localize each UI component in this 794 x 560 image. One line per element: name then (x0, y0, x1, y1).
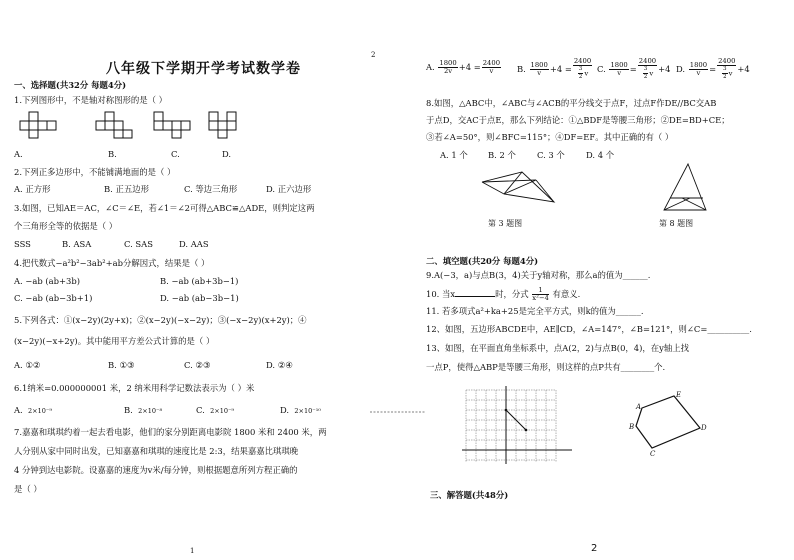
q7-option-c[interactable]: C. $\frac{1800}{v}$ = 2400 $\frac{3}{2}$ v +4 (597, 57, 671, 80)
q1-figure-a (20, 112, 60, 138)
q1-figure-b (96, 112, 136, 138)
q7-c-frac1: $\frac{1800}{v}$ (610, 61, 628, 77)
q7-a-frac1: $\frac{1800}{2v}$ (439, 59, 457, 75)
q4-option-a[interactable]: A. −ab (ab+3b) (14, 276, 81, 286)
q5-option-a[interactable]: A. ①② (14, 360, 41, 370)
q1-figure-d (209, 112, 249, 138)
q6-option-b[interactable] (124, 405, 162, 416)
q7-stem-line3: 4 分钟到达电影院。设嘉嘉的速度为v米/每分钟，则根据题意所列方程正确的 (14, 465, 298, 475)
page-top-mark: 2 (371, 51, 376, 59)
q8-stem-line1: 8.如图，△ABC中，∠ABC与∠ACB的平分线交于点F，过点F作DE//BC交AB (426, 98, 717, 108)
q7-d-frac1: $\frac{1800}{v}$ (689, 61, 708, 77)
q10-text (426, 287, 580, 302)
q7-stem-line1: 7.嘉嘉和琪琪约着一起去看电影，他们的家分别距离电影院 1800 米和 2400 米，两 (14, 427, 327, 437)
q7-stem-line4: 是（ ） (14, 484, 42, 494)
q10-part-b: 时，分式 (495, 289, 529, 299)
coordinate-grid-figure (462, 386, 580, 466)
q2-option-c[interactable]: C. 等边三角形 (184, 184, 238, 194)
q5-option-b[interactable]: B. ①③ (108, 360, 135, 370)
q3-option-a[interactable]: SSS (14, 239, 31, 249)
q7-a-frac2: $\frac{2400}{v}$ (482, 59, 501, 75)
q8-option-b[interactable]: B. 2 个 (488, 150, 516, 160)
page-number-right: 2 (591, 543, 598, 554)
q2-option-a[interactable]: A. 正方形 (14, 184, 51, 194)
q6-option-c[interactable] (196, 405, 234, 416)
q3-option-d[interactable]: D. AAS (179, 239, 209, 249)
q5-option-c[interactable]: C. ②③ (184, 360, 211, 370)
q6-option-c-label: C. (196, 405, 205, 415)
q6-option-a-label: A. (14, 405, 23, 415)
q7-option-d[interactable]: D. $\frac{1800}{v}$ = 2400 $\frac{3}{2}$ v +4 (676, 57, 750, 80)
q3-stem-line2: 个三角形全等的依据是（ ） (14, 221, 118, 231)
q7-option-a[interactable]: A. $\frac{1800}{2v}$ +4 = $\frac{2400}{v}$ (426, 59, 501, 75)
q9-text: 9.A(−3，a)与点B(3，4)关于y轴对称，那么a的值为______. (426, 270, 651, 280)
figure-3-caption: 第 3 题图 (488, 219, 523, 228)
pentagon-label-a: A (636, 403, 642, 411)
q5-option-d[interactable]: D. ②④ (266, 360, 293, 370)
figure-8-triangle (660, 162, 712, 214)
q5-stem-line2: (x−2y)(−x+2y)。其中能用平方差公式计算的是（ ） (14, 336, 215, 346)
page-number-left: 1 (190, 547, 195, 555)
q8-option-c[interactable]: C. 3 个 (537, 150, 565, 160)
q6-option-b-label: B. (124, 405, 133, 415)
pentagon-label-d: D (701, 424, 707, 432)
q12-text: 12、如图，五边形ABCDE中，AE∥CD，∠A=147°，∠B=121°，则∠C=__________. (426, 324, 752, 334)
q1-option-a[interactable]: A. (14, 149, 23, 159)
q3-option-c[interactable]: C. SAS (124, 239, 153, 249)
q1-option-c[interactable]: C. (171, 149, 180, 159)
pentagon-label-c: C (650, 450, 656, 458)
q6-option-b-value: 2×10⁻⁸ (138, 407, 163, 415)
page-title: 八年级下学期开学考试数学卷 (106, 61, 301, 77)
q10-part-c: 有意义. (552, 289, 581, 299)
q2-stem: 2.下列正多边形中，不能铺满地面的是（ ） (14, 167, 176, 177)
section-1-heading: 一、选择题(共32分 每题4分) (14, 80, 127, 90)
q7-d-frac2: 2400 $\frac{3}{2}$ v (718, 57, 736, 80)
q4-stem: 4.把代数式−a²b²−3ab²+ab分解因式，结果是（ ） (14, 258, 210, 268)
q10-part-a: 10. 当x (426, 289, 456, 299)
q1-option-b[interactable]: B. (108, 149, 117, 159)
q6-option-d[interactable] (280, 405, 321, 416)
q7-c-frac2: 2400 $\frac{3}{2}$ v (638, 57, 657, 80)
q1-option-d[interactable]: D. (222, 149, 232, 159)
q7-stem-line2: 人分别从家中同时出发，已知嘉嘉和琪琪的速度比是 2:3，结果嘉嘉比琪琪晚 (14, 446, 299, 456)
q6-option-d-value: 2×10⁻¹⁰ (294, 407, 321, 415)
pentagon-label-b: B (629, 423, 635, 431)
q7-b-frac1: $\frac{1800}{v}$ (530, 61, 548, 77)
q6-stem: 6.1纳米=0.000000001 米，2 纳米用科学记数法表示为（ ）米 (14, 383, 255, 393)
q5-stem-line1: 5.下列各式：①(x−2y)(2y+x)；②(x−2y)(−x−2y)；③(−x−2y)(x+2y)；④ (14, 315, 307, 325)
q6-option-a[interactable] (14, 405, 52, 416)
q2-option-d[interactable]: D. 正六边形 (266, 184, 312, 194)
section-3-heading: 三、解答题(共48分) (430, 490, 509, 500)
q7-option-b-label: B. (517, 64, 526, 74)
pentagon-figure (628, 390, 710, 456)
pentagon-label-e: E (676, 391, 682, 399)
q4-option-d[interactable]: D. −ab (ab−3b−1) (160, 293, 239, 303)
q8-option-a[interactable]: A. 1 个 (440, 150, 468, 160)
center-fold-line (370, 411, 426, 413)
q1-figure-c (154, 112, 194, 138)
q3-stem-line1: 3.如图，已知AE＝AC，∠C＝∠E，若∠1＝∠2可得△ABC≌△ADE，则判定这两 (14, 203, 315, 213)
q10-fraction: $\frac{1}{\text{x²−4}}$ (532, 286, 549, 302)
q8-stem-line2: 于点D，交AC于点E，那么下列结论：①△BDF是等腰三角形；②DE=BD+CE； (426, 115, 730, 125)
figure-8-caption: 第 8 题图 (659, 219, 694, 228)
q3-option-b[interactable]: B. ASA (62, 239, 92, 249)
q6-option-d-label: D. (280, 405, 290, 415)
q6-option-c-value: 2×10⁻⁹ (210, 407, 234, 415)
q10-blank[interactable] (455, 289, 495, 297)
q1-stem: 1.下列图形中，不是轴对称图形的是（ ） (14, 95, 168, 105)
figure-3-triangles (478, 168, 560, 208)
section-2-heading: 二、填空题(共20分 每题4分) (426, 256, 539, 266)
q7-option-d-label: D. (676, 64, 686, 74)
q11-text: 11. 若多项式a²+ka+25是完全平方式，则k的值为______. (426, 306, 644, 316)
q7-option-a-label: A. (426, 62, 435, 72)
q2-option-b[interactable]: B. 正五边形 (104, 184, 149, 194)
q13-stem-line2: 一点P，使得△ABP是等腰三角形，则这样的点P共有________个. (426, 362, 666, 372)
q6-option-a-value: 2×10⁻⁹ (28, 407, 52, 415)
q8-stem-line3: ③若∠A=50°，则∠BFC=115°；④DF=EF。其中正确的有（ ） (426, 132, 674, 142)
q13-stem-line1: 13、如图，在平面直角坐标系中，点A(2，2)与点B(0，4)，在y轴上找 (426, 343, 689, 353)
q7-option-b[interactable]: B. $\frac{1800}{v}$ +4 = 2400 $\frac{3}{2}$ v (517, 57, 592, 80)
q8-option-d[interactable]: D. 4 个 (586, 150, 615, 160)
q4-option-c[interactable]: C. −ab (ab−3b+1) (14, 293, 93, 303)
q4-option-b[interactable]: B. −ab (ab+3b−1) (160, 276, 239, 286)
q7-b-frac2: 2400 $\frac{3}{2}$ v (573, 57, 592, 80)
q7-option-c-label: C. (597, 64, 606, 74)
